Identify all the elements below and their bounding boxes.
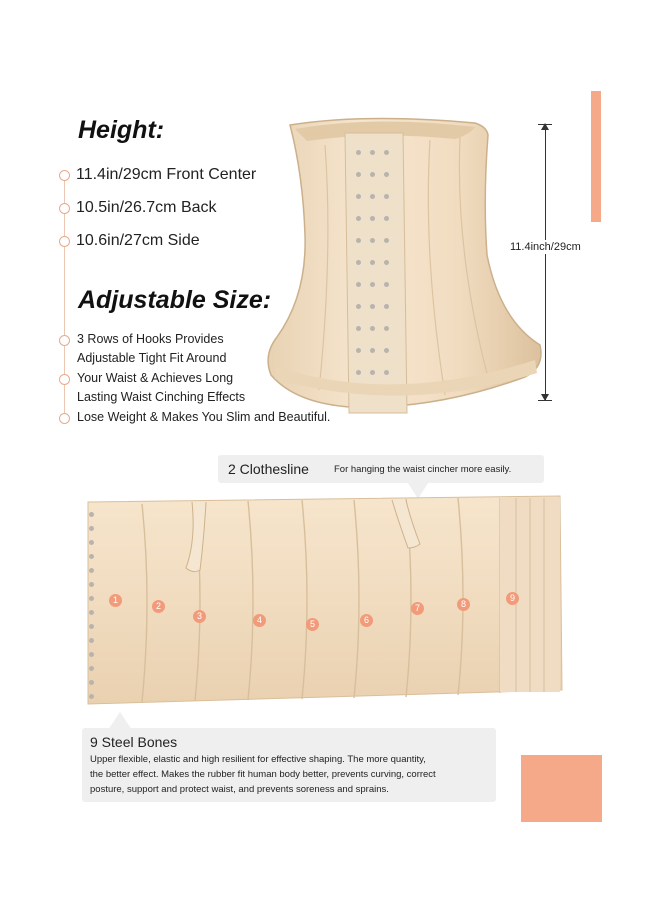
hook-icon (89, 596, 94, 601)
hook-icon (356, 348, 361, 353)
panel-number-badge: 4 (253, 614, 266, 627)
hook-icon (370, 216, 375, 221)
panel-number-badge: 7 (411, 602, 424, 615)
height-item-text: 10.6in/27cm Side (76, 232, 200, 249)
hook-icon (370, 304, 375, 309)
clothesline-callout (218, 455, 544, 483)
panel-number-badge: 3 (193, 610, 206, 623)
hook-icon (89, 582, 94, 587)
hook-icon (370, 370, 375, 375)
hook-icon (356, 216, 361, 221)
hook-icon (89, 652, 94, 657)
height-item-text: 10.5in/26.7cm Back (76, 199, 217, 216)
arrow-up-icon (541, 123, 549, 130)
feature-line-3: Your Waist & Achieves Long (77, 371, 234, 385)
bullet-circle-icon (59, 335, 70, 346)
measure-line (545, 124, 546, 401)
hook-icon (384, 282, 389, 287)
measurement-label: 11.4inch/29cm (510, 241, 581, 253)
clothesline-desc: For hanging the waist cincher more easily. (334, 464, 512, 475)
hook-icon (89, 554, 94, 559)
hook-icon (370, 238, 375, 243)
bullet-circle-icon (59, 374, 70, 385)
hook-icon (384, 370, 389, 375)
hook-icon (384, 172, 389, 177)
panel-number-badge: 2 (152, 600, 165, 613)
arrow-down-icon (541, 394, 549, 401)
height-heading: Height: (78, 116, 165, 144)
hook-icon (89, 624, 94, 629)
steel-bones-desc-line-3: posture, support and protect waist, and prevents soreness and sprains. (90, 784, 389, 795)
feature-line-4: Lasting Waist Cinching Effects (77, 390, 246, 404)
hook-icon (384, 238, 389, 243)
hook-icon (384, 304, 389, 309)
hook-icon (384, 326, 389, 331)
bullet-circle-icon (59, 170, 70, 181)
panel-number-badge: 1 (109, 594, 122, 607)
hook-icon (356, 304, 361, 309)
steel-bones-title: 9 Steel Bones (90, 734, 178, 750)
hook-icon (384, 150, 389, 155)
feature-line-1: 3 Rows of Hooks Provides (77, 332, 224, 346)
hook-icon (89, 694, 94, 699)
hook-icon (356, 194, 361, 199)
hook-icon (384, 216, 389, 221)
hook-icon (356, 326, 361, 331)
hook-icon (370, 260, 375, 265)
waist-trainer-front-image (255, 105, 560, 425)
feature-line-2: Adjustable Tight Fit Around (77, 351, 227, 365)
hook-icon (370, 172, 375, 177)
hook-icon (356, 282, 361, 287)
panel-number-badge: 9 (506, 592, 519, 605)
hook-icon (384, 194, 389, 199)
bullet-circle-icon (59, 413, 70, 424)
hook-icon (356, 150, 361, 155)
hook-icon (384, 260, 389, 265)
hook-icon (356, 370, 361, 375)
steel-bones-desc-line-1: Upper flexible, elastic and high resilient for effective shaping. The more quantity, (90, 754, 426, 765)
hook-icon (356, 172, 361, 177)
hook-icon (384, 348, 389, 353)
steel-bones-desc-line-2: the better effect. Makes the rubber fit human body better, prevents curving, correct (90, 769, 436, 780)
hook-icon (370, 150, 375, 155)
hook-icon (89, 526, 94, 531)
bullet-circle-icon (59, 236, 70, 247)
hook-icon (89, 512, 94, 517)
hook-icon (89, 610, 94, 615)
hook-icon (370, 326, 375, 331)
adjustable-size-heading: Adjustable Size: (78, 286, 272, 314)
panel-number-badge: 5 (306, 618, 319, 631)
panel-number-badge: 8 (457, 598, 470, 611)
hook-icon (89, 568, 94, 573)
hook-icon (89, 680, 94, 685)
hook-icon (89, 638, 94, 643)
hook-icon (356, 238, 361, 243)
height-item-text: 11.4in/29cm Front Center (76, 166, 257, 183)
hook-icon (356, 260, 361, 265)
hook-icon (370, 348, 375, 353)
hook-icon (370, 282, 375, 287)
panel-number-badge: 6 (360, 614, 373, 627)
steel-bones-callout (82, 728, 496, 802)
feature-line-5: Lose Weight & Makes You Slim and Beautiful. (77, 410, 331, 424)
accent-bar-top (591, 91, 601, 222)
clothesline-title: 2 Clothesline (228, 461, 309, 477)
hook-icon (370, 194, 375, 199)
hook-icon (89, 666, 94, 671)
bullet-circle-icon (59, 203, 70, 214)
accent-bar-bottom (521, 755, 602, 822)
hook-icon (89, 540, 94, 545)
